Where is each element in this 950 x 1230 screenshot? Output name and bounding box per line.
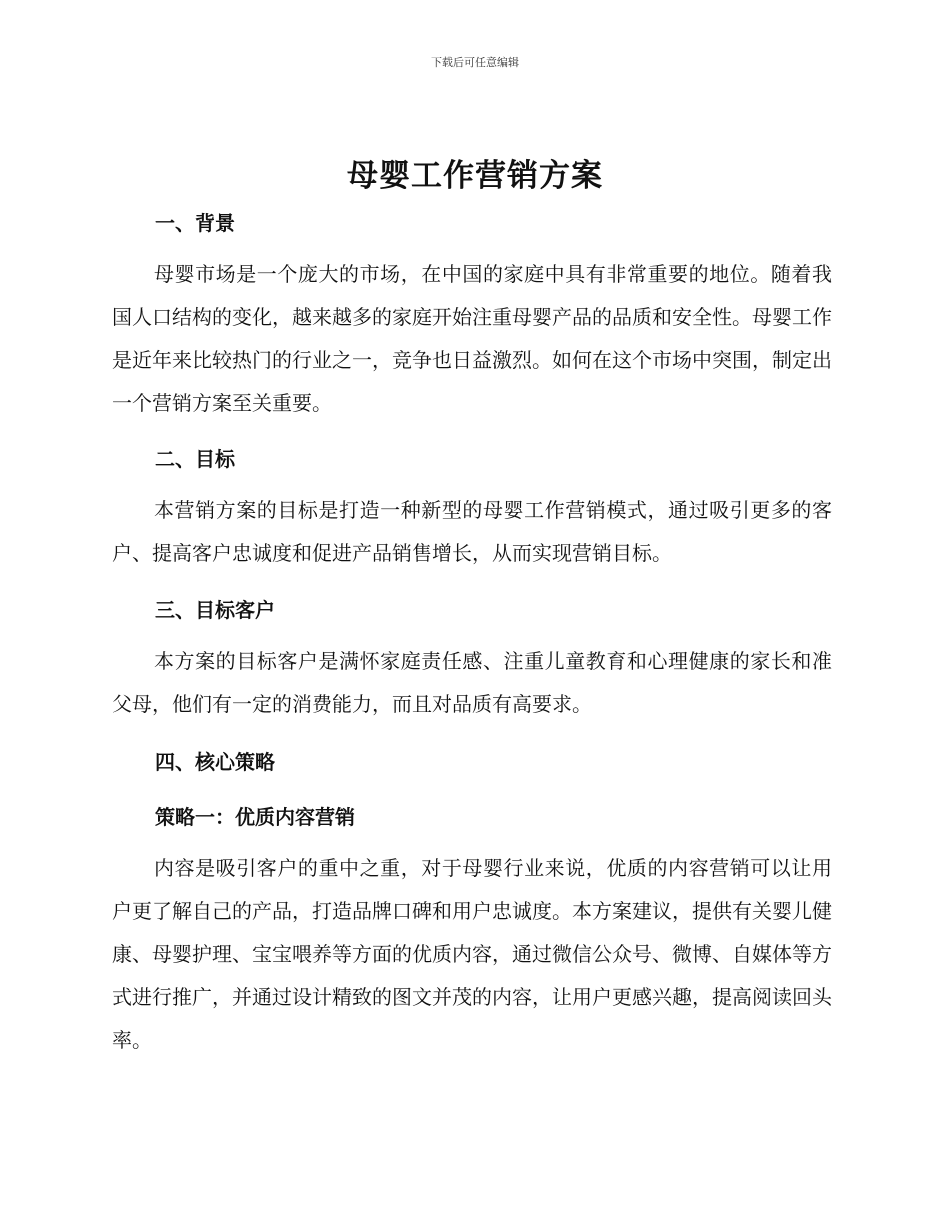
document-title: 母婴工作营销方案 [347,158,603,194]
section-heading-background: 一、背景 [155,211,235,235]
section-heading-core-strategy: 四、核心策略 [155,750,275,774]
section-paragraph-background: 母婴市场是一个庞大的市场，在中国的家庭中具有非常重要的地位。随着我国人口结构的变化，越来越多的家庭开始注重母婴产品的品质和安全性。母婴工作是近年来比较热门的行业之一，竞争也日益激烈。如何在这个市场中突围，制定出一个营销方案至关重要。 [112,262,832,415]
header-note: 下载后可任意编辑 [431,56,519,69]
section-paragraph-goal: 本营销方案的目标是打造一种新型的母婴工作营销模式，通过吸引更多的客户、提高客户忠诚度和促进产品销售增长，从而实现营销目标。 [112,498,832,565]
subsection-paragraph-strategy-one: 内容是吸引客户的重中之重，对于母婴行业来说，优质的内容营销可以让用户更了解自己的产品，打造品牌口碑和用户忠诚度。本方案建议，提供有关婴儿健康、母婴护理、宝宝喂养等方面的优质内容，通过微信公众号、微博、自媒体等方式进行推广，并通过设计精致的图文并茂的内容，让用户更感兴趣，提高阅读回头率。 [112,856,832,1052]
section-paragraph-target-customers: 本方案的目标客户是满怀家庭责任感、注重儿童教育和心理健康的家长和准父母，他们有一定的消费能力，而且对品质有高要求。 [112,649,832,716]
section-heading-goal: 二、目标 [155,447,235,471]
section-heading-target-customers: 三、目标客户 [155,598,275,622]
subsection-heading-strategy-one: 策略一：优质内容营销 [155,805,355,829]
